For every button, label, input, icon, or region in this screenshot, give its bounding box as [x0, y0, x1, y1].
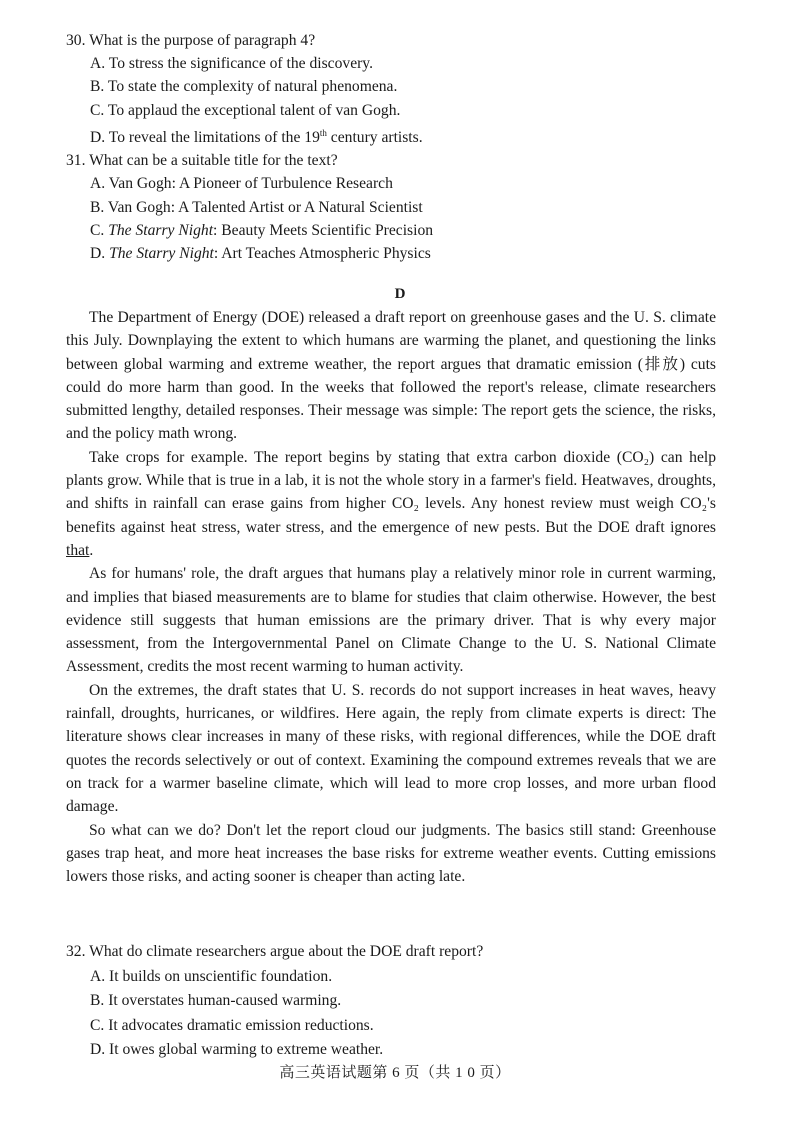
option-label: D.	[90, 245, 110, 263]
option-text: century artists.	[326, 129, 423, 146]
option-c: C. It advocates dramatic emission reductions.	[90, 1016, 374, 1034]
option-d	[90, 122, 726, 149]
option-italic-title: The Starry Night	[109, 245, 214, 263]
paragraph-text: .	[89, 541, 94, 559]
paragraph-4: On the extremes, the draft states that U. S. records do not support increases in heat waves, heavy rainfall, droughts, hurricanes, or wildfires. Here again, the reply from climate experts is direct: The literature shows clear increases in many of these risks, with regional differences, while the DOE draft quotes the records selectively or out of context. Examining the compound extremes reveals that we are on track for a warmer baseline climate, which will lead to more crop losses, and more urban flood damage.	[66, 681, 716, 816]
section-heading: D	[394, 286, 406, 302]
question-stem: 32. What do climate researchers argue about the DOE draft report?	[66, 943, 484, 960]
option-text: : Beauty Meets Scientific Precision	[213, 221, 434, 239]
question-30	[66, 29, 726, 265]
underlined-word: that	[66, 541, 90, 559]
option-a: A. It builds on unscientific foundation.	[90, 967, 333, 985]
paragraph-1: The Department of Energy (DOE) released a draft report on greenhouse gases and the U. S. climate this July. Downplaying the extent to which humans are warming the planet, and questioning the links between global warming and extreme weather, the report argues that dramatic emission (排放) cuts could do more harm than good. In the weeks that followed the report's release, climate researchers submitted lengthy, detailed responses. Their message was simple: The report gets the science, the risks, and the policy math wrong.	[66, 309, 716, 443]
q31-option-b: B. Van Gogh: A Talented Artist or A Natural Scientist	[90, 198, 423, 216]
q31-option-c	[90, 219, 726, 242]
option-d: D. It owes global warming to extreme weather.	[90, 1041, 384, 1059]
paragraph-5: So what can we do? Don't let the report cloud our judgments. The basics still stand: Greenhouse gases trap heat, and more heat increases the base risks for extreme weather events. Cutting emissions lowers those risks, and acting sooner is cheaper than acting late.	[66, 821, 716, 886]
page-footer: 高三英语试题第 6 页（共 1 0 页）	[279, 1065, 511, 1081]
q31-option-d	[90, 242, 726, 265]
option-label: C.	[90, 221, 109, 239]
reading-passage	[66, 306, 716, 888]
paragraph-2	[66, 446, 716, 562]
option-a: A. To stress the significance of the discovery.	[90, 55, 373, 73]
question-32	[66, 940, 726, 1063]
superscript: th	[319, 127, 327, 138]
q31-option-a: A. Van Gogh: A Pioneer of Turbulence Research	[90, 175, 393, 193]
option-italic-title: The Starry Night	[108, 221, 214, 239]
paragraph-text: Take crops for example. The report begins by stating that extra carbon dioxide (CO₂) can help plants grow. While that is true in a lab, it is not the whole story in a farmer's field. Heatwaves, droughts, and shifts in rainfall can erase gains from higher CO₂ levels. Any honest review must weigh CO₂'s benefits against heat stress, water stress, and the emergence of new pests. But the DOE draft ignores	[66, 448, 716, 536]
option-b: B. To state the complexity of natural phenomena.	[90, 78, 398, 96]
option-text: D. To reveal the limitations of the 19	[90, 129, 320, 146]
option-c: C. To applaud the exceptional talent of van Gogh.	[90, 101, 401, 119]
question-stem: 30. What is the purpose of paragraph 4?	[66, 32, 316, 49]
question-31-stem: 31. What can be a suitable title for the text?	[66, 152, 338, 170]
option-b: B. It overstates human-caused warming.	[90, 992, 342, 1010]
paragraph-3: As for humans' role, the draft argues that humans play a relatively minor role in current warming, and implies that biased measurements are to blame for studies that claim otherwise. However, the best evidence still suggests that human emissions are the primary driver. That is why every major assessment, from the Intergovernmental Panel on Climate Change to the U. S. National Climate Assessment, credits the most recent warming to human activity.	[66, 565, 716, 676]
option-text: : Art Teaches Atmospheric Physics	[213, 245, 431, 263]
